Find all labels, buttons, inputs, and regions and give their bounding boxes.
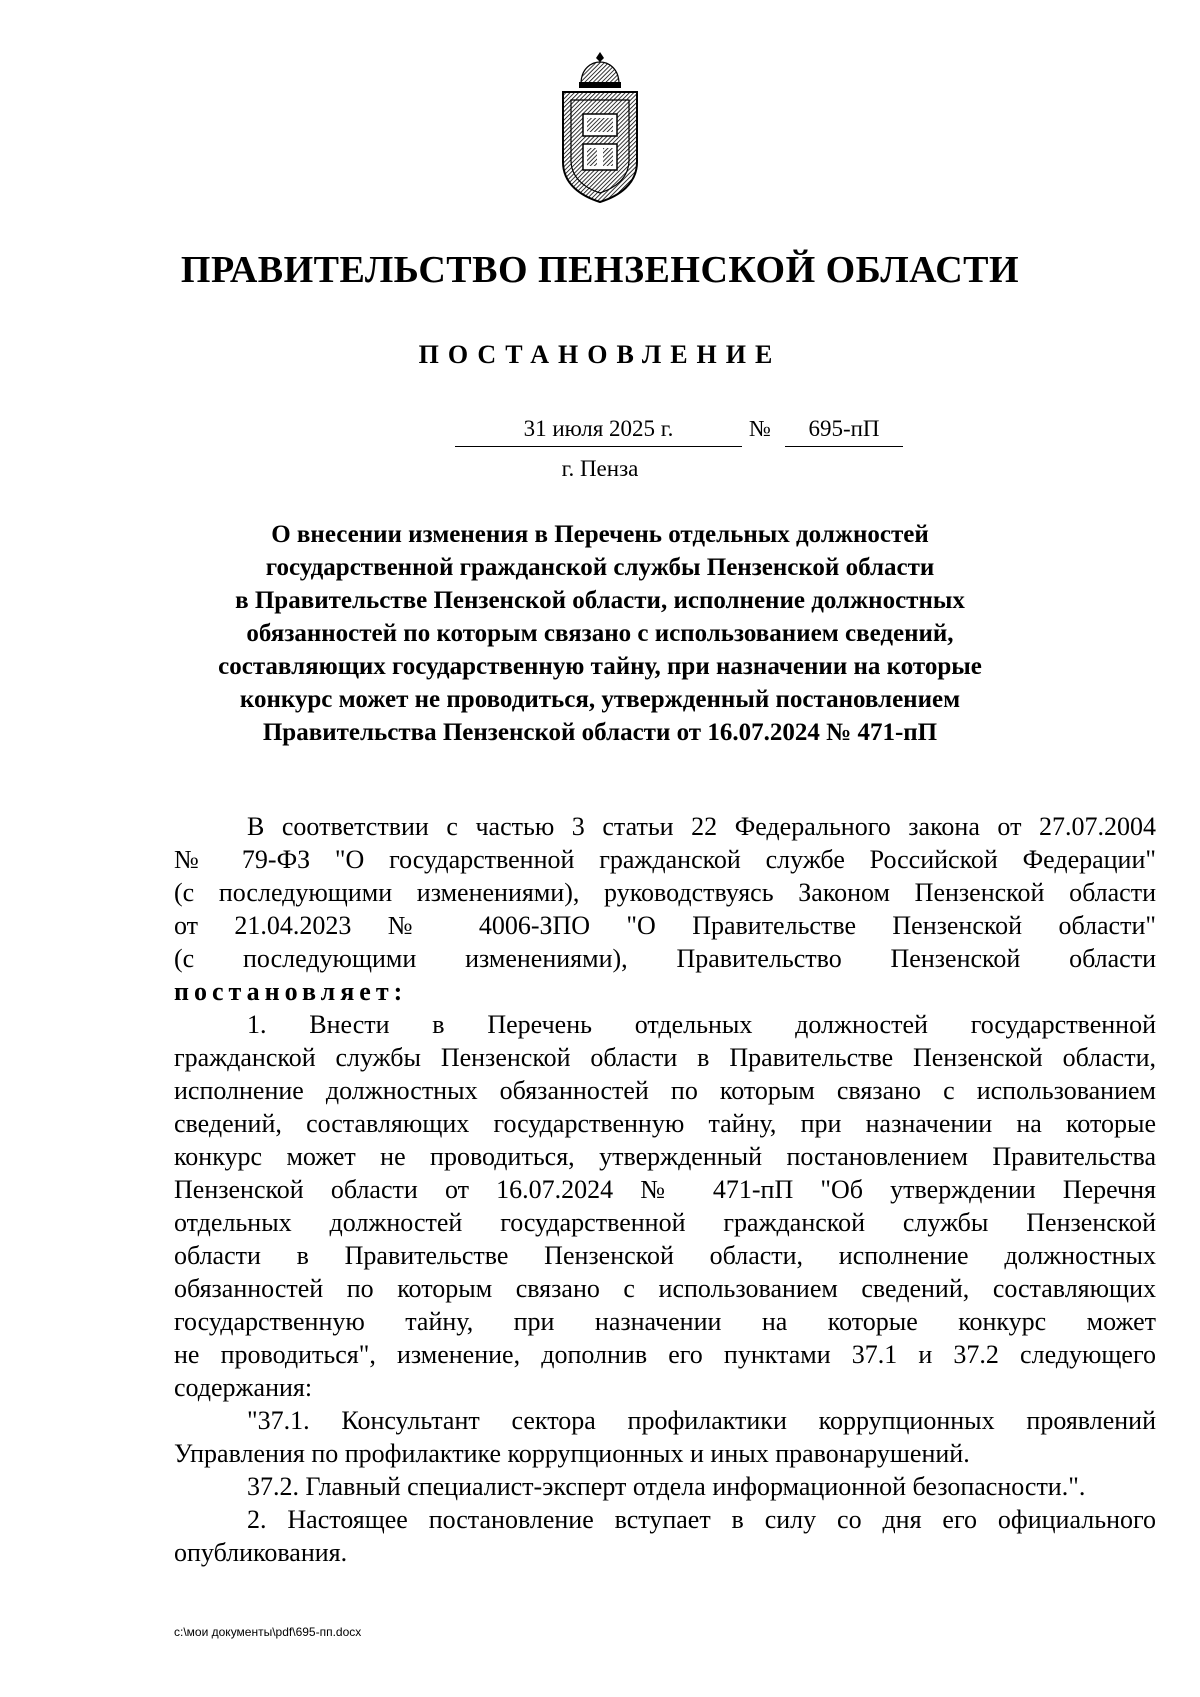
city-name: г. Пенза — [561, 456, 639, 481]
body-line: обязанностей по которым связано с использованием сведений, составляющих — [174, 1274, 1156, 1303]
body-line: опубликования. — [174, 1538, 348, 1567]
body-line: отдельных должностей государственной гражданской службы Пензенской — [174, 1208, 1156, 1237]
file-path-footer: c:\мои документы\pdf\695-пп.docx — [174, 1625, 362, 1639]
government-title: ПРАВИТЕЛЬСТВО ПЕНЗЕНСКОЙ ОБЛАСТИ — [180, 249, 1020, 291]
document-body — [174, 810, 1156, 1569]
body-line: от 21.04.2023 № 4006-ЗПО "О Правительстве Пензенской области" — [174, 911, 1156, 940]
date-number-row — [0, 416, 1200, 448]
body-line: "37.1. Консультант сектора профилактики коррупционных проявлений — [247, 1406, 1156, 1435]
body-line: 37.2. Главный специалист-эксперт отдела информационной безопасности.". — [247, 1472, 1086, 1501]
body-line: не проводиться", изменение, дополнив его пунктами 37.1 и 37.2 следующего — [174, 1340, 1156, 1369]
document-type-heading: ПОСТАНОВЛЕНИЕ — [418, 340, 782, 369]
body-line: исполнение должностных обязанностей по которым связано с использованием — [174, 1076, 1156, 1105]
body-line: области в Правительстве Пензенской области, исполнение должностных — [174, 1241, 1156, 1270]
decree-word: постановляет: — [174, 977, 408, 1006]
body-line: Управления по профилактике коррупционных и иных правонарушений. — [174, 1439, 970, 1468]
body-line: 1. Внести в Перечень отдельных должностей государственной — [247, 1010, 1156, 1039]
body-line: Пензенской области от 16.07.2024 № 471-пП "Об утверждении Перечня — [174, 1175, 1156, 1204]
body-line: 2. Настоящее постановление вступает в силу со дня его официального — [247, 1505, 1156, 1534]
subject-line: в Правительстве Пензенской области, исполнение должностных — [235, 587, 965, 614]
subject-line: государственной гражданской службы Пензенской области — [265, 554, 935, 581]
subject-line: О внесении изменения в Перечень отдельных должностей — [271, 521, 929, 548]
body-line: государственную тайну, при назначении на которые конкурс может — [174, 1307, 1156, 1336]
body-line: содержания: — [174, 1373, 313, 1402]
subject-line: конкурс может не проводиться, утвержденный постановлением — [239, 686, 961, 713]
subject-line: обязанностей по которым связано с использованием сведений, — [246, 620, 954, 647]
number-sign: № — [749, 416, 771, 441]
subject-line: составляющих государственную тайну, при назначении на которые — [218, 653, 982, 680]
body-line: сведений, составляющих государственную тайну, при назначении на которые — [174, 1109, 1156, 1138]
subject-line: Правительства Пензенской области от 16.07.2024 № 471-пП — [262, 719, 938, 746]
body-line: (с последующими изменениями), Правительство Пензенской области — [174, 944, 1156, 973]
body-line: № 79-ФЗ "О государственной гражданской службе Российской Федерации" — [174, 845, 1156, 874]
document-date: 31 июля 2025 г. — [455, 416, 742, 447]
body-line: (с последующими изменениями), руководствуясь Законом Пензенской области — [174, 878, 1156, 907]
document-subject — [200, 518, 1000, 749]
document-number: 695-пП — [785, 416, 903, 447]
coat-of-arms-emblem — [557, 50, 643, 206]
body-line: В соответствии с частью 3 статьи 22 Федерального закона от 27.07.2004 — [247, 812, 1156, 841]
body-line: гражданской службы Пензенской области в Правительстве Пензенской области, — [174, 1043, 1156, 1072]
body-line: конкурс может не проводиться, утвержденный постановлением Правительства — [174, 1142, 1156, 1171]
